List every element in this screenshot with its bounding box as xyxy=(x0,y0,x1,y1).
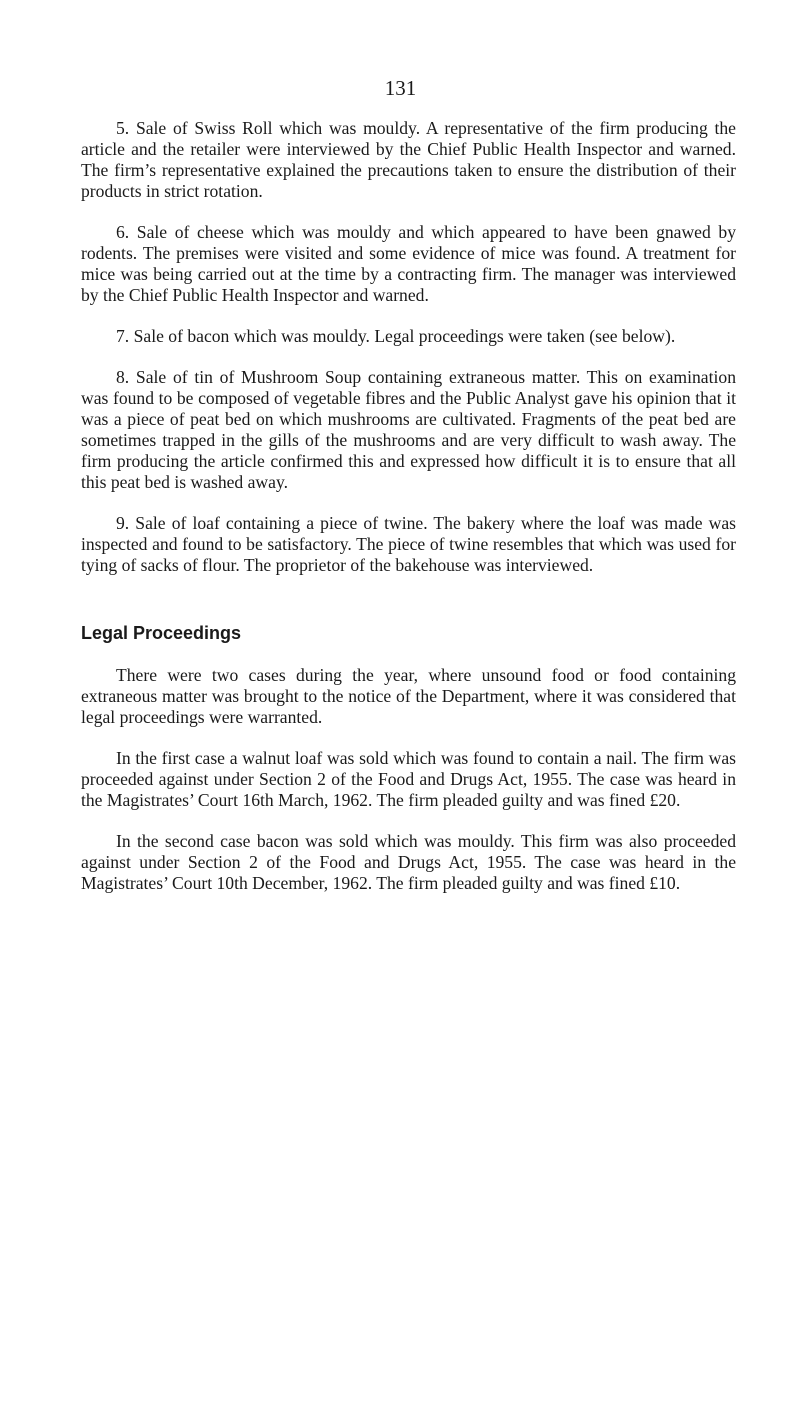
page-number: 131 xyxy=(384,76,417,100)
paragraph-item-6: 6. Sale of cheese which was mouldy and which appeared to have been gnawed by rodents. The premises were visited and some evidence of mice was found. A treatment for mice was being carried out at the time by a contracting firm. The manager was interviewed by the Chief Public Health Inspector and warned. xyxy=(81,222,736,305)
page-body xyxy=(81,118,736,894)
legal-case-1-paragraph: In the first case a walnut loaf was sold which was found to contain a nail. The firm was proceeded against under Section 2 of the Food and Drugs Act, 1955. The case was heard in the Magistrates’ Court 16th March, 1962. The firm pleaded guilty and was fined £20. xyxy=(81,748,736,810)
legal-case-2-paragraph: In the second case bacon was sold which was mouldy. This firm was also proceeded against under Section 2 of the Food and Drugs Act, 1955. The case was heard in the Magistrates’ Court 10th December, 1962. The firm pleaded guilty and was fined £10. xyxy=(81,831,736,893)
paragraph-item-9: 9. Sale of loaf containing a piece of twine. The bakery where the loaf was made was inspected and found to be satisfactory. The piece of twine resembles that which was used for tying of sacks of flour. The proprietor of the bakehouse was interviewed. xyxy=(81,513,736,575)
legal-intro-paragraph: There were two cases during the year, where unsound food or food containing extraneous matter was brought to the notice of the Department, where it was considered that legal proceedings were warranted. xyxy=(81,665,736,727)
paragraph-item-7: 7. Sale of bacon which was mouldy. Legal proceedings were taken (see below). xyxy=(116,326,676,346)
section-heading-legal-proceedings: Legal Proceedings xyxy=(81,623,242,643)
paragraph-item-5: 5. Sale of Swiss Roll which was mouldy. A representative of the firm producing the article and the retailer were interviewed by the Chief Public Health Inspector and warned. The firm’s representative explained the precautions taken to ensure the distribution of their products in strict rotation. xyxy=(81,118,736,201)
paragraph-item-8: 8. Sale of tin of Mushroom Soup containing extraneous matter. This on examination was found to be composed of vegetable fibres and the Public Analyst gave his opinion that it was a piece of peat bed on which mushrooms are cultivated. Fragments of the peat bed are sometimes trapped in the gills of the mushrooms and are very difficult to wash away. The firm producing the article confirmed this and expressed how difficult it is to ensure that all this peat bed is washed away. xyxy=(81,367,736,492)
